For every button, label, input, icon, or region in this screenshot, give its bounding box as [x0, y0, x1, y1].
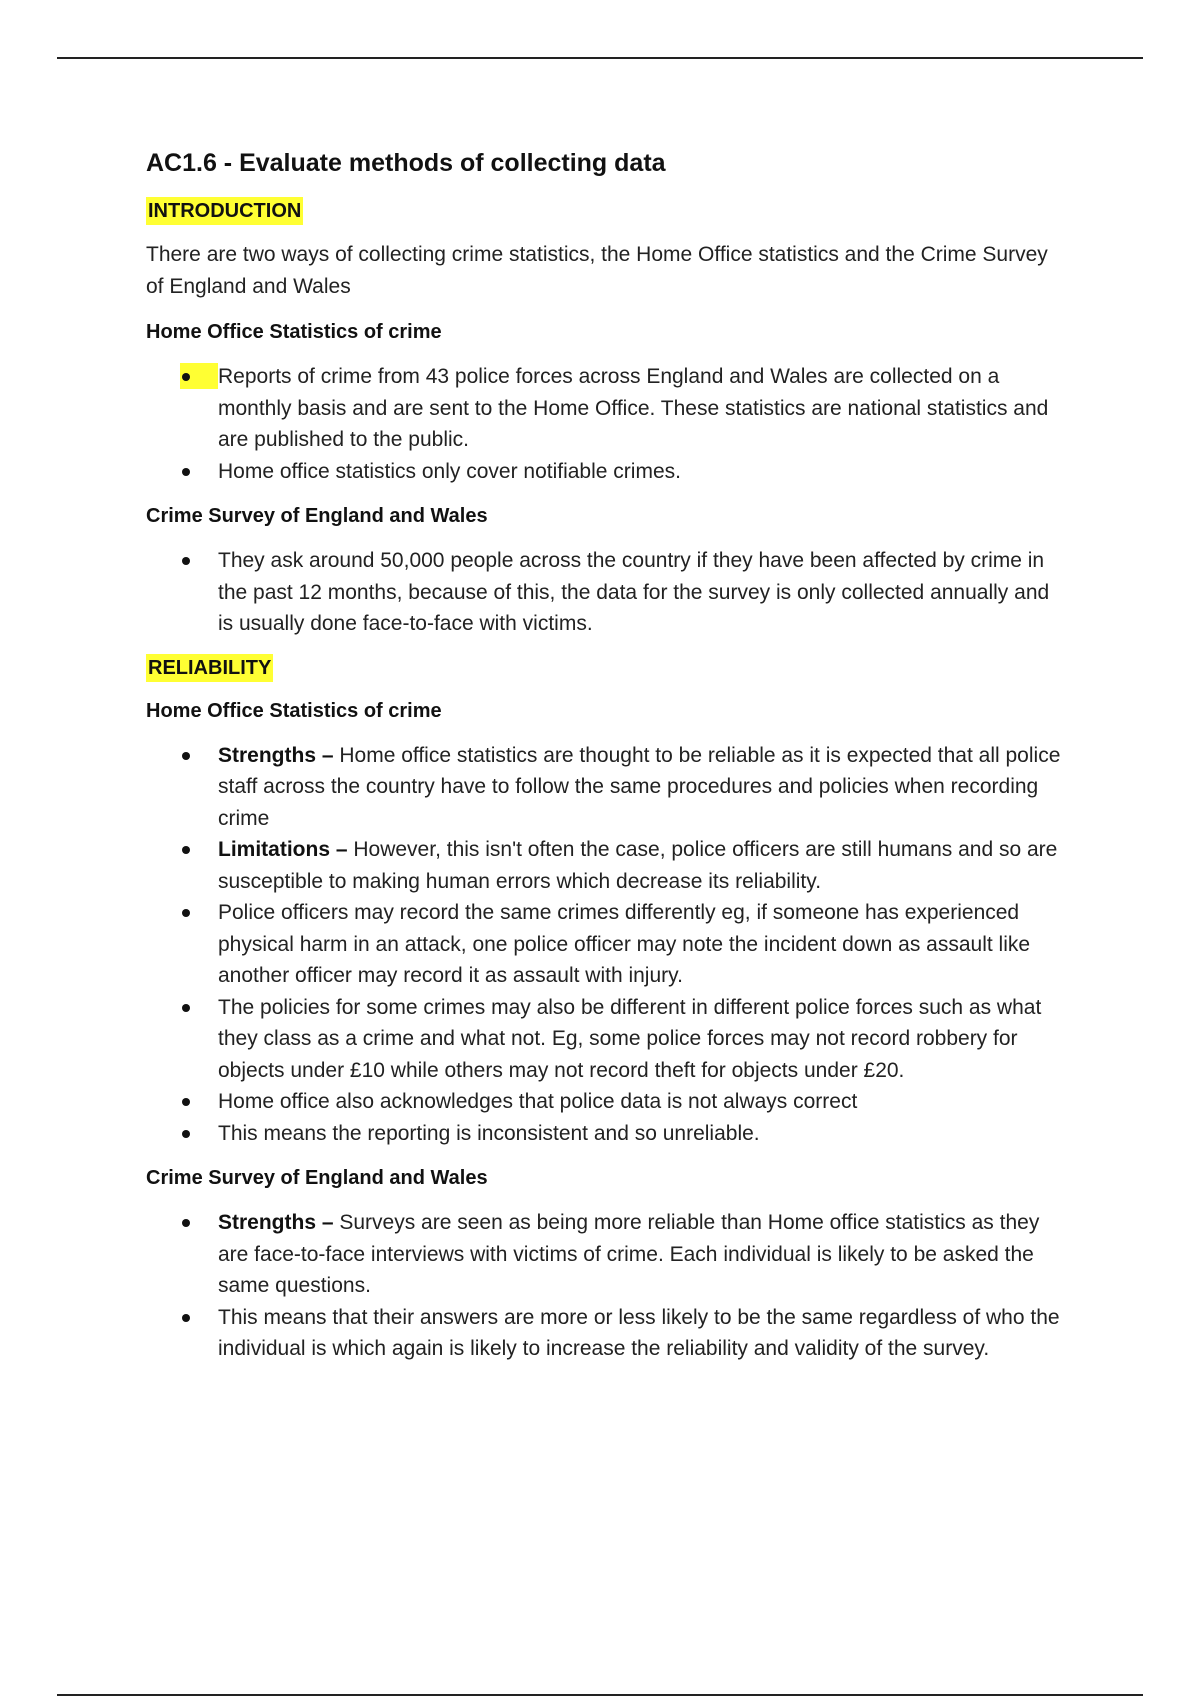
- reliability-crime-survey-heading: Crime Survey of England and Wales: [146, 1167, 488, 1189]
- bullet-icon: [182, 1004, 190, 1012]
- list-item-text: Home office statistics are thought to be reliable as it is expected that all police staff across the country have to follow the same procedures and policies when recording crime: [218, 743, 1061, 830]
- list-item-text: This means that their answers are more or less likely to be the same regardless of who the individual is which again is likely to increase the reliability and validity of the survey.: [218, 1305, 1060, 1360]
- bullet-icon: [182, 1219, 190, 1227]
- introduction-paragraph: There are two ways of collecting crime statistics, the Home Office statistics and the Crime Survey of England and Wales: [146, 243, 1048, 298]
- bullet-icon: [182, 557, 190, 565]
- reliability-label: RELIABILITY: [146, 654, 273, 682]
- bullet-icon: [182, 468, 190, 476]
- list-item-text: Surveys are seen as being more reliable than Home office statistics as they are face-to-face interviews with victims of crime. Each individual is likely to be asked the same questions.: [218, 1211, 1040, 1297]
- list-item: [146, 740, 1066, 835]
- list-item: [146, 361, 1066, 456]
- list-item-text: This means the reporting is inconsistent and so unreliable.: [218, 1121, 760, 1145]
- reliability-crime-survey-list: [146, 1207, 1066, 1365]
- intro-crime-survey-list: [146, 545, 1066, 640]
- list-item-text: Home office statistics only cover notifiable crimes.: [218, 459, 681, 483]
- list-item: [146, 1118, 1066, 1150]
- intro-home-office-list: [146, 361, 1066, 487]
- list-item: [146, 1207, 1066, 1302]
- bullet-icon: [182, 1314, 190, 1322]
- list-item: [146, 1302, 1066, 1365]
- strengths-label: Strengths –: [218, 743, 334, 767]
- limitations-label: Limitations –: [218, 838, 348, 861]
- intro-home-office-heading: Home Office Statistics of crime: [146, 321, 442, 343]
- list-item: [146, 992, 1066, 1087]
- intro-crime-survey-heading: Crime Survey of England and Wales: [146, 505, 488, 527]
- list-item-text: The policies for some crimes may also be different in different police forces such as what they class as a crime and what not. Eg, some police forces may not record robbery for objects under £10 while others may not record theft for objects under £20.: [218, 995, 1042, 1082]
- list-item: [146, 545, 1066, 640]
- list-item-text: They ask around 50,000 people across the country if they have been affected by crime in the past 12 months, because of this, the data for the survey is only collected annually and is usually done face-to-face with victims.: [218, 549, 1050, 635]
- list-item-text: Police officers may record the same crimes differently eg, if someone has experienced physical harm in an attack, one police officer may note the incident down as assault like another officer may record it as assault with injury.: [218, 901, 1031, 987]
- footer-rule: [57, 1694, 1143, 1696]
- bullet-icon: [182, 752, 190, 760]
- list-item-text: Home office also acknowledges that police data is not always correct: [218, 1090, 858, 1113]
- bullet-icon: [182, 1098, 190, 1106]
- list-item-text: However, this isn't often the case, police officers are still humans and so are susceptible to making human errors which decrease its reliability.: [218, 838, 1058, 893]
- document-title: AC1.6 - Evaluate methods of collecting data: [146, 149, 666, 177]
- document-body: [146, 145, 1066, 1379]
- bullet-icon: [182, 1130, 190, 1138]
- reliability-home-office-list: [146, 740, 1066, 1150]
- list-item: [146, 456, 1066, 488]
- strengths-label: Strengths –: [218, 1211, 334, 1234]
- introduction-label-wrap: [146, 197, 1066, 225]
- list-item-text: Reports of crime from 43 police forces across England and Wales are collected on a monthly basis and are sent to the Home Office. These statistics are national statistics and are published to the public.: [218, 365, 1049, 451]
- bullet-icon: [182, 909, 190, 917]
- list-item: [146, 1086, 1066, 1118]
- list-item: [146, 834, 1066, 897]
- introduction-label: INTRODUCTION: [146, 197, 303, 225]
- reliability-label-wrap: [146, 654, 1066, 682]
- bullet-icon: [182, 846, 190, 854]
- header-rule: [57, 57, 1143, 59]
- bullet-icon: [182, 373, 190, 381]
- list-item: [146, 897, 1066, 992]
- reliability-home-office-heading: Home Office Statistics of crime: [146, 699, 442, 722]
